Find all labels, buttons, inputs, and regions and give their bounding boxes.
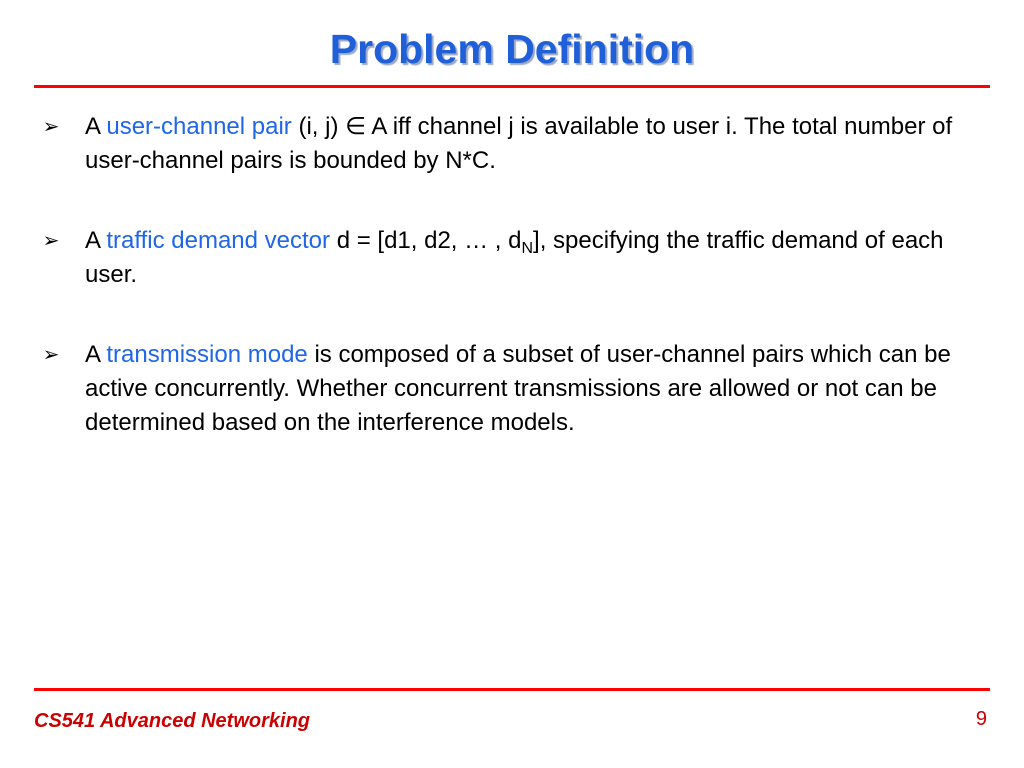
arrow-bullet-icon: ➢ xyxy=(42,116,60,138)
subscript-n: N xyxy=(521,240,534,257)
bullet-text-pair-definition: A iff channel j is available to user i. The total number of user-channel pairs is bounded by N*C. xyxy=(85,113,953,174)
bullet-user-channel-pair xyxy=(40,110,960,178)
bullet-prefix: A xyxy=(85,227,107,254)
bullet-prefix: A xyxy=(85,113,107,140)
bullet-text-vector-definition: ], specifying the traffic demand of each user. xyxy=(85,227,944,288)
slide-title: Problem Definition xyxy=(329,26,695,72)
bullet-text-vector-formula: d = [d1, d2, … , d xyxy=(330,227,522,254)
title-divider xyxy=(34,85,990,88)
bullet-list xyxy=(40,110,960,486)
bullet-traffic-demand-vector xyxy=(40,224,960,292)
element-of-symbol: ∈ xyxy=(345,113,367,140)
term-user-channel-pair: user-channel pair xyxy=(106,113,292,140)
bullet-text-mode-definition: is composed of a subset of user-channel pairs which can be active concurrently. Whether concurrent transmissions are allowed or not can be determined based on the interference models. xyxy=(85,341,951,436)
term-traffic-demand-vector: traffic demand vector xyxy=(106,227,331,254)
term-transmission-mode: transmission mode xyxy=(106,341,308,368)
course-footer: CS541 Advanced Networking xyxy=(34,710,311,732)
bullet-prefix: A xyxy=(85,341,107,368)
arrow-bullet-icon: ➢ xyxy=(42,230,60,252)
bullet-text-pair-notation: (i, j) xyxy=(291,113,346,140)
page-number: 9 xyxy=(975,708,987,730)
arrow-bullet-icon: ➢ xyxy=(42,344,60,366)
footer-divider xyxy=(34,688,990,691)
bullet-transmission-mode xyxy=(40,338,960,440)
